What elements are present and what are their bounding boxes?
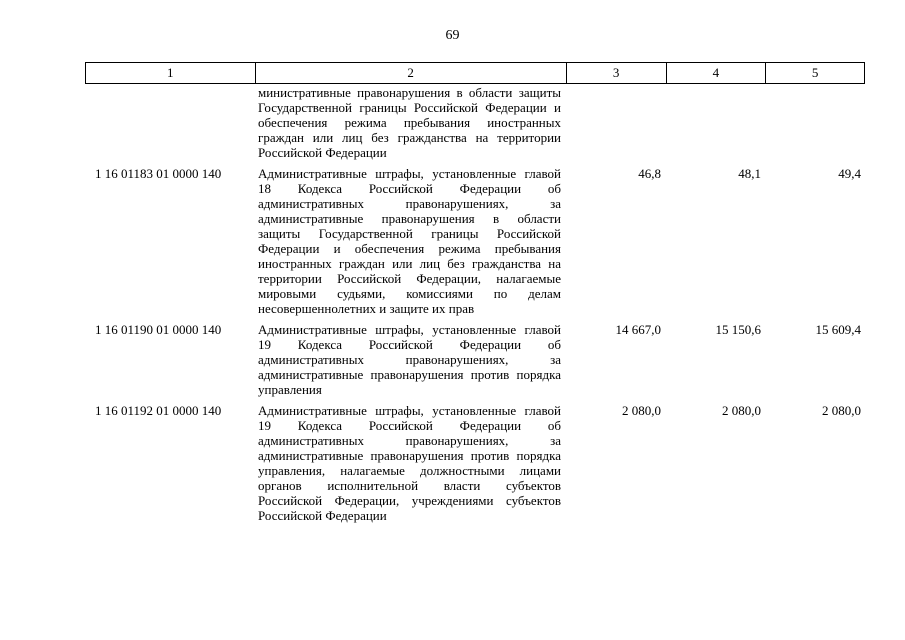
table-row	[85, 166, 865, 316]
row-description: министративные правонарушения в области защиты Государственной границы Российской Федерации и обеспечения режима пребывания иностранных граждан или лиц без гражданства на территории Российской Федерации	[258, 85, 561, 160]
value-col-5: 2 080,0	[822, 403, 861, 418]
table-row	[85, 322, 865, 397]
row-description: Административные штрафы, установленные главой 19 Кодекса Российской Федерации об административных правонарушениях, за административные правонарушения против порядка управления	[258, 322, 561, 397]
budget-code: 1 16 01190 01 0000 140	[95, 322, 222, 337]
value-col-5: 15 609,4	[815, 322, 861, 337]
value-col-5: 49,4	[838, 166, 861, 181]
value-col-4: 2 080,0	[722, 403, 761, 418]
table-body	[85, 85, 865, 523]
column-header-5: 5	[811, 65, 819, 80]
value-col-5	[767, 85, 865, 160]
value-col-4: 15 150,6	[715, 322, 761, 337]
table-row	[85, 403, 865, 523]
value-col-3: 2 080,0	[622, 403, 661, 418]
budget-code	[85, 85, 255, 160]
budget-code: 1 16 01192 01 0000 140	[95, 403, 222, 418]
table-header-row	[85, 62, 865, 84]
page-number: 69	[445, 28, 460, 43]
value-col-3: 46,8	[638, 166, 661, 181]
column-header-3: 3	[567, 63, 667, 83]
row-description: Административные штрафы, установленные главой 19 Кодекса Российской Федерации об административных правонарушениях, за административные правонарушения против порядка управления, налагаемые должностными лицами органов исполнительной власти субъектов Российской Федерации, учреждениями субъектов Российской Федерации	[258, 403, 561, 523]
column-header-4: 4	[667, 63, 767, 83]
column-header-1: 1	[86, 63, 256, 83]
table-row	[85, 85, 865, 160]
row-description: Административные штрафы, установленные главой 18 Кодекса Российской Федерации об административных правонарушениях, за административные правонарушения в области защиты Государственной границы Российской Федерации и обеспечения режима пребывания иностранных граждан или лиц без гражданства на территории Российской Федерации, налагаемые мировыми судьями, комиссиями по делам несовершеннолетних и защите их прав	[258, 166, 561, 316]
value-col-4	[667, 85, 767, 160]
value-col-4: 48,1	[738, 166, 761, 181]
value-col-3	[567, 85, 667, 160]
value-col-3: 14 667,0	[615, 322, 661, 337]
column-header-2: 2	[256, 63, 567, 83]
budget-code: 1 16 01183 01 0000 140	[95, 166, 222, 181]
